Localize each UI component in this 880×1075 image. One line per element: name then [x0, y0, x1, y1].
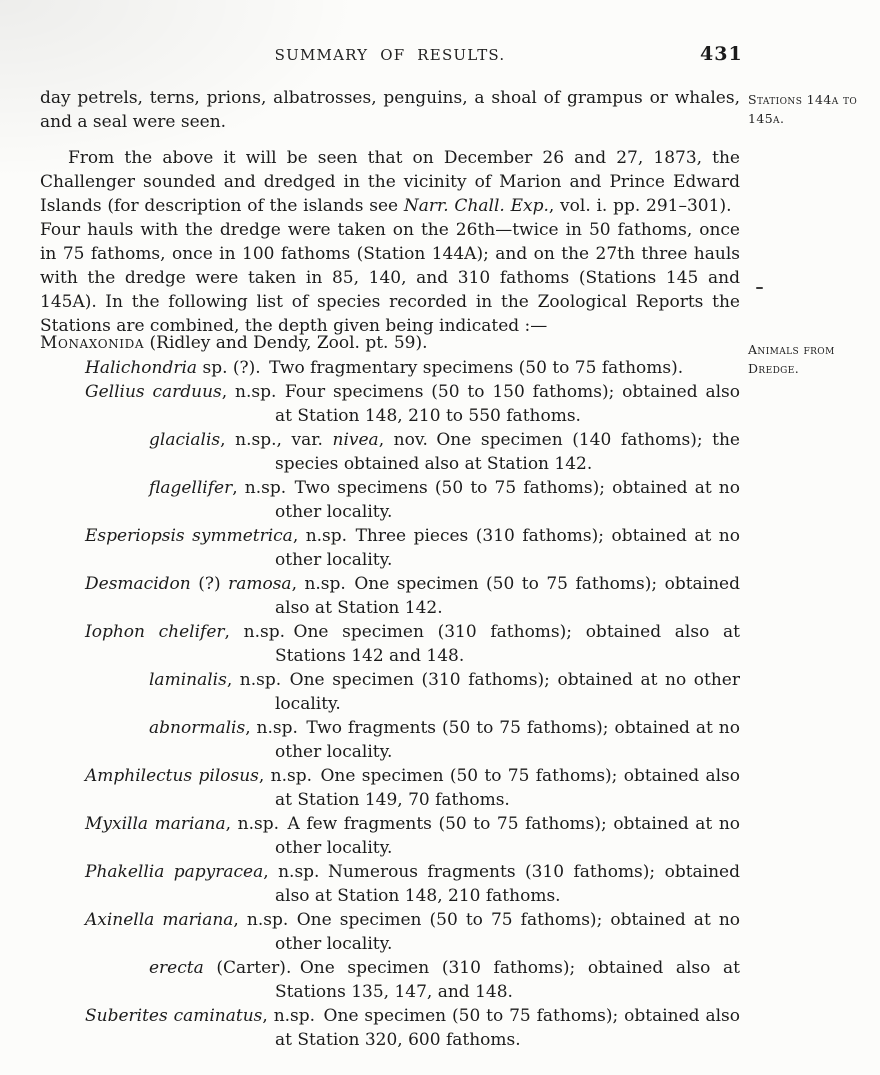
species-entry — [40, 860, 740, 908]
section-heading-citation: (Ridley and Dendy, Zool. pt. 59). — [144, 333, 428, 353]
text-segment: Suberites caminatus — [85, 1006, 263, 1026]
text-segment: Amphilectus pilosus — [85, 766, 259, 786]
text-segment: abnormalis — [149, 718, 246, 738]
text-segment: , n.sp. One specimen (50 to 75 fathoms); obtained also at Station 142. — [275, 574, 740, 618]
species-list — [40, 356, 740, 1052]
text-segment: , nov. One specimen (140 fathoms); the species obtained also at Station 142. — [275, 430, 740, 474]
species-entry — [40, 620, 740, 668]
text-segment: (Carter). One specimen (310 fathoms); obtained also at Stations 135, 147, and 148. — [203, 958, 740, 1002]
species-entry — [40, 716, 740, 764]
text-segment: From the above it will be seen that on December 26 and 27, 1873, the Challenger sounded and dredged in the vicinity of Marion and Prince Edward Islands (for description of the islands see — [40, 148, 740, 216]
text-segment: sp. (?). Two fragmentary specimens (50 to 75 fathoms). — [197, 358, 684, 378]
text-segment: , n.sp. Two specimens (50 to 75 fathoms); obtained at no other locality. — [232, 478, 740, 522]
species-entry — [40, 764, 740, 812]
text-segment: laminalis — [149, 670, 227, 690]
margin-note-animals: Animals from Dredge. — [748, 342, 835, 376]
species-entry — [40, 572, 740, 620]
paragraph-challenger-dredging — [40, 146, 740, 338]
scan-artifact-mark — [756, 287, 763, 289]
text-segment: Gellius carduus — [85, 382, 222, 402]
page-number: 431 — [700, 43, 743, 65]
text-segment: (?) — [190, 574, 229, 594]
species-entry — [40, 956, 740, 1004]
text-segment: flagellifer — [149, 478, 233, 498]
species-entry — [40, 668, 740, 716]
paragraph-petrels: day petrels, terns, prions, albatrosses, penguins, a shoal of grampus or whales, and a seal were seen. — [40, 88, 740, 132]
running-title: SUMMARY OF RESULTS. — [274, 46, 506, 64]
text-segment: , n.sp. One specimen (50 to 75 fathoms); obtained also at Station 320, 600 fathoms. — [262, 1006, 740, 1050]
section-heading-monaxonida — [40, 331, 740, 355]
species-entry — [40, 908, 740, 956]
text-segment: Axinella mariana — [85, 910, 234, 930]
text-segment: , vol. i. pp. 291–301). Four hauls with the dredge were taken on the 26th—twice in 50 fathoms, once in 75 fathoms, once in 100 fathoms (Station 144A); and on the 27th three hauls with the dredge were taken in 85, 140, and 310 fathoms (Stations 145 and 145A). In the following list of species recorded in the Zoological Reports the Stations are combined, the depth given being indicated :— — [40, 196, 740, 336]
text-segment: , n.sp. Numerous fragments (310 fathoms); obtained also at Station 148, 210 fathoms. — [263, 862, 740, 906]
text-segment: , n.sp. A few fragments (50 to 75 fathoms); obtained at no other locality. — [225, 814, 740, 858]
text-segment: Halichondria — [85, 358, 198, 378]
text-segment: , n.sp. Four specimens (50 to 150 fathoms); obtained also at Station 148, 210 to 550 fathoms. — [221, 382, 740, 426]
text-segment: Myxilla mariana — [85, 814, 226, 834]
species-entry — [40, 524, 740, 572]
text-segment: , n.sp. One specimen (310 fathoms); obtained also at Stations 142 and 148. — [224, 622, 740, 666]
text-segment: erecta — [149, 958, 204, 978]
species-entry — [40, 1004, 740, 1052]
text-segment: Narr. Chall. Exp. — [403, 196, 549, 216]
text-segment: , n.sp. Three pieces (310 fathoms); obtained at no other locality. — [275, 526, 740, 570]
species-entry — [40, 476, 740, 524]
text-segment: Esperiopsis symmetrica — [85, 526, 293, 546]
species-entry — [40, 428, 740, 476]
text-segment: , n.sp. One specimen (50 to 75 fathoms); obtained at no other locality. — [233, 910, 741, 954]
text-segment: , n.sp. One specimen (50 to 75 fathoms); obtained also at Station 149, 70 fathoms. — [258, 766, 740, 810]
margin-note-stations: Stations 144a to 145a. — [748, 92, 858, 126]
species-entry — [40, 812, 740, 860]
text-segment: ramosa — [228, 574, 292, 594]
species-entry — [40, 356, 740, 380]
text-segment: Desmacidon — [85, 574, 191, 594]
text-segment: Iophon chelifer — [85, 622, 225, 642]
text-segment: , n.sp. One specimen (310 fathoms); obtained at no other locality. — [226, 670, 740, 714]
text-segment: Phakellia papyracea — [85, 862, 264, 882]
text-segment: , n.sp., var. — [220, 430, 333, 450]
text-segment: nivea — [332, 430, 379, 450]
text-segment: glacialis — [149, 430, 221, 450]
text-segment: , n.sp. Two fragments (50 to 75 fathoms); obtained at no other locality. — [245, 718, 740, 762]
species-entry — [40, 380, 740, 428]
section-heading-name: Monaxonida — [40, 333, 145, 353]
